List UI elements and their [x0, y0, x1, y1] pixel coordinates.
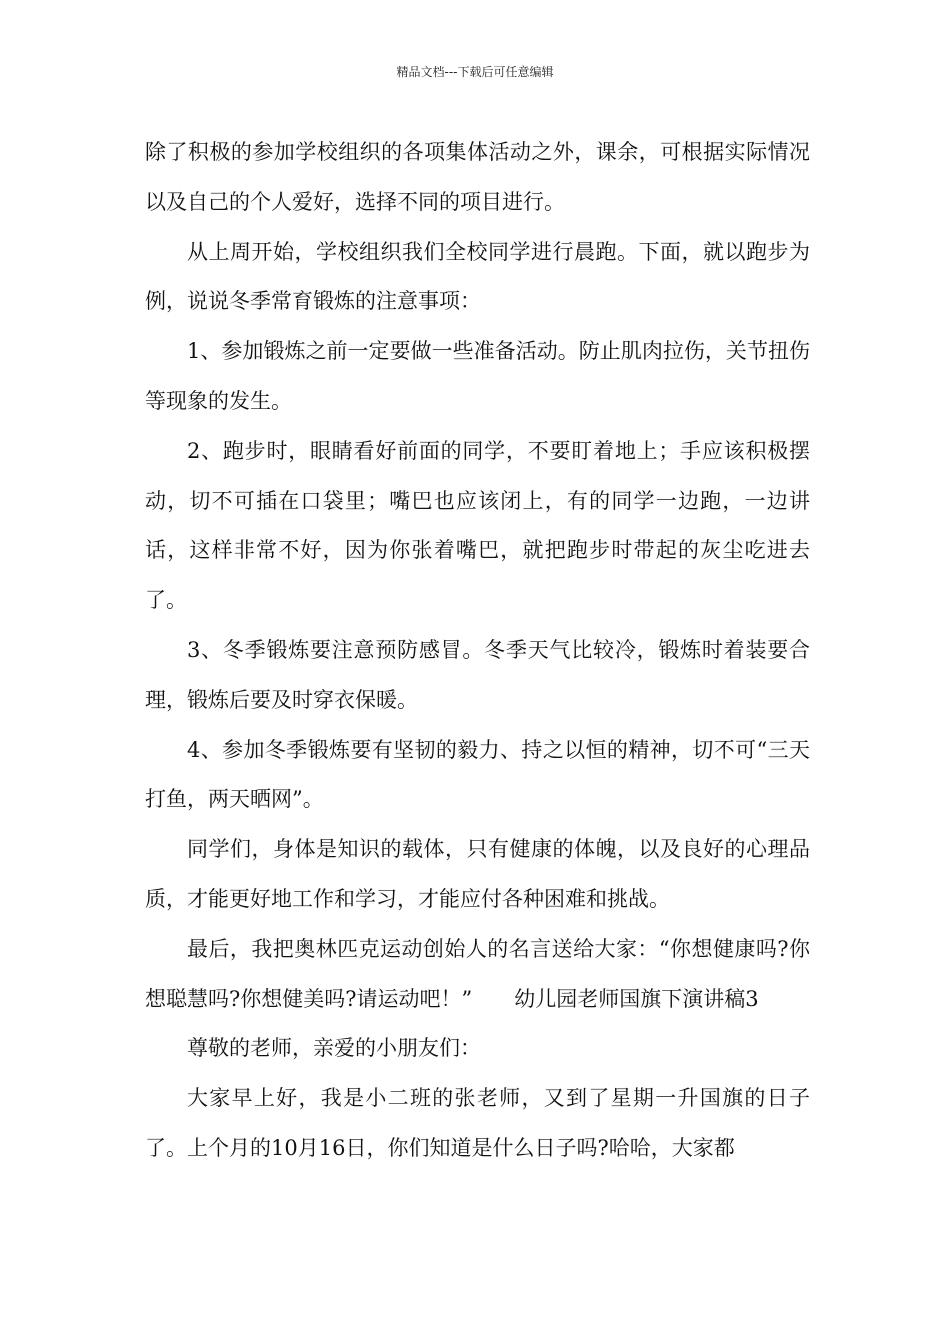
paragraph-greeting: 尊敬的老师，亲爱的小朋友们：	[187, 1036, 481, 1061]
paragraph-item-2: 2、跑步时，眼睛看好前面的同学，不要盯着地上；手应该积极摆动，切不可插在口袋里；嘴巴也应该闭上，有的同学一边跑，一边讲话，这样非常不好，因为你张着嘴巴，就把跑步时带起的灰尘吃进去了。	[145, 438, 810, 613]
paragraph-item-3: 3、冬季锻炼要注意预防感冒。冬季天气比较冷，锻炼时着装要合理，锻炼后要及时穿衣保暖。	[145, 637, 810, 712]
document-body	[145, 128, 810, 1174]
paragraph-closing-quote: 最后，我把奥林匹克运动创始人的名言送给大家：“你想健康吗?你想聪慧吗?你想健美吗?请运动吧！” 幼儿园老师国旗下演讲稿3	[145, 936, 810, 1011]
paragraph-item-1: 1、参加锻炼之前一定要做一些准备活动。防止肌肉拉伤，关节扭伤等现象的发生。	[145, 339, 810, 413]
page-header: 精品文档---下载后可任意编辑	[396, 65, 554, 79]
paragraph-item-4: 4、参加冬季锻炼要有坚韧的毅力、持之以恒的精神，切不可“三天打鱼，两天晒网”。	[145, 737, 810, 812]
paragraph-conclusion: 同学们，身体是知识的载体，只有健康的体魄，以及良好的心理品质，才能更好地工作和学习，才能应付各种困难和挑战。	[145, 837, 810, 911]
paragraph-intro: 从上周开始，学校组织我们全校同学进行晨跑。下面，就以跑步为例，说说冬季常育锻炼的注意事项：	[145, 239, 810, 314]
paragraph-opening: 大家早上好，我是小二班的张老师，又到了星期一升国旗的日子了。上个月的10月16日，你们知道是什么日子吗?哈哈，大家都	[145, 1086, 810, 1160]
paragraph-continuation: 除了积极的参加学校组织的各项集体活动之外，课余，可根据实际情况以及自己的个人爱好，选择不同的项目进行。	[145, 140, 810, 214]
